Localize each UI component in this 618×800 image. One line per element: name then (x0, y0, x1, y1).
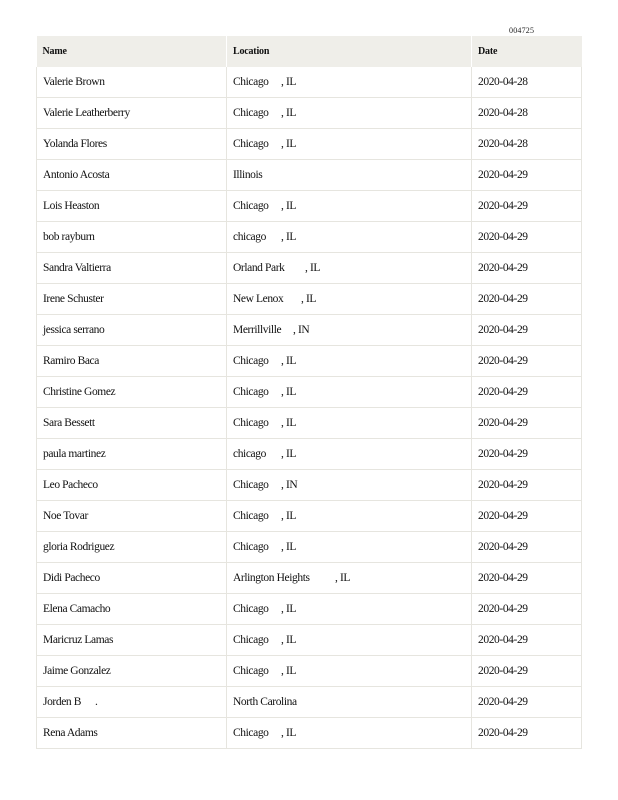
cell-name (37, 160, 227, 191)
cell-name (37, 98, 227, 129)
table-row (37, 129, 582, 160)
cell-date: 2020-04-29 (472, 501, 582, 532)
cell-location (227, 563, 472, 594)
location-city: Chicago (233, 665, 269, 677)
signer-name: gloria Rodriguez (43, 541, 115, 553)
location-state: , IL (281, 665, 297, 677)
cell-name (37, 377, 227, 408)
location-city: Chicago (233, 603, 269, 615)
cell-date: 2020-04-28 (472, 67, 582, 98)
location-state: , IN (293, 324, 310, 336)
table-row (37, 377, 582, 408)
location-state: , IL (281, 386, 297, 398)
signer-name: Christine Gomez (43, 386, 116, 398)
location-state: , IL (281, 541, 297, 553)
table-row (37, 315, 582, 346)
cell-location (227, 253, 472, 284)
table-row (37, 501, 582, 532)
cell-name (37, 625, 227, 656)
cell-name (37, 222, 227, 253)
cell-date: 2020-04-29 (472, 532, 582, 563)
location-city: Chicago (233, 200, 269, 212)
column-header-date: Date (472, 36, 582, 67)
cell-name (37, 532, 227, 563)
location-state: , IL (281, 634, 297, 646)
location-state: , IN (281, 479, 298, 491)
signer-name: paula martinez (43, 448, 106, 460)
cell-location (227, 67, 472, 98)
cell-date: 2020-04-29 (472, 594, 582, 625)
cell-name (37, 594, 227, 625)
location-city: Chicago (233, 76, 269, 88)
cell-name (37, 253, 227, 284)
location-state: , IL (301, 293, 317, 305)
cell-location (227, 532, 472, 563)
signer-name: jessica serrano (43, 324, 105, 336)
cell-location (227, 439, 472, 470)
location-city: New Lenox (233, 293, 284, 305)
location-city: Chicago (233, 138, 269, 150)
cell-name (37, 129, 227, 160)
cell-location (227, 129, 472, 160)
table-row (37, 222, 582, 253)
signature-table (36, 36, 582, 749)
cell-name (37, 687, 227, 718)
table-body (37, 67, 582, 749)
location-city: Arlington Heights (233, 572, 310, 584)
signer-name: bob rayburn (43, 231, 95, 243)
signer-name: Lois Heaston (43, 200, 100, 212)
cell-date: 2020-04-29 (472, 191, 582, 222)
table-row (37, 532, 582, 563)
signer-name: Sara Bessett (43, 417, 95, 429)
cell-location (227, 687, 472, 718)
location-city: Chicago (233, 541, 269, 553)
location-state: , IL (281, 138, 297, 150)
location-state: , IL (281, 417, 297, 429)
location-city: Chicago (233, 107, 269, 119)
cell-name (37, 191, 227, 222)
table-row (37, 191, 582, 222)
table-row (37, 656, 582, 687)
cell-date: 2020-04-29 (472, 346, 582, 377)
cell-date: 2020-04-29 (472, 315, 582, 346)
signer-name: Maricruz Lamas (43, 634, 114, 646)
table-row (37, 563, 582, 594)
cell-location (227, 656, 472, 687)
signer-name-suffix: . (95, 696, 98, 708)
cell-date: 2020-04-28 (472, 129, 582, 160)
cell-location (227, 408, 472, 439)
cell-date: 2020-04-29 (472, 718, 582, 749)
signer-name: Valerie Brown (43, 76, 105, 88)
location-state: , IL (281, 76, 297, 88)
signer-name: Rena Adams (43, 727, 98, 739)
cell-name (37, 470, 227, 501)
location-state: , IL (281, 448, 297, 460)
location-city: Chicago (233, 727, 269, 739)
table-row (37, 67, 582, 98)
cell-location (227, 315, 472, 346)
table-row (37, 625, 582, 656)
cell-location (227, 222, 472, 253)
signer-name: Irene Schuster (43, 293, 104, 305)
location-state: , IL (305, 262, 321, 274)
signer-name: Noe Tovar (43, 510, 88, 522)
signer-name: Ramiro Baca (43, 355, 99, 367)
cell-name (37, 718, 227, 749)
location-state: , IL (281, 355, 297, 367)
cell-date: 2020-04-29 (472, 284, 582, 315)
cell-date: 2020-04-29 (472, 656, 582, 687)
signer-name: Leo Pacheco (43, 479, 98, 491)
cell-location (227, 501, 472, 532)
column-header-location: Location (227, 36, 472, 67)
cell-location (227, 718, 472, 749)
location-state: , IL (281, 107, 297, 119)
table-row (37, 98, 582, 129)
cell-date: 2020-04-29 (472, 625, 582, 656)
location-city: Chicago (233, 355, 269, 367)
location-city: chicago (233, 231, 266, 243)
table-row (37, 470, 582, 501)
location-city: Chicago (233, 510, 269, 522)
table-row (37, 408, 582, 439)
cell-name (37, 439, 227, 470)
cell-name (37, 501, 227, 532)
location-city: Illinois (233, 169, 263, 181)
table-row (37, 160, 582, 191)
table-row (37, 687, 582, 718)
cell-date: 2020-04-29 (472, 563, 582, 594)
signer-name: Sandra Valtierra (43, 262, 111, 274)
location-state: , IL (281, 603, 297, 615)
location-city: Chicago (233, 386, 269, 398)
location-state: , IL (281, 510, 297, 522)
location-state: , IL (335, 572, 351, 584)
location-state: , IL (281, 727, 297, 739)
table-row (37, 284, 582, 315)
cell-date: 2020-04-29 (472, 439, 582, 470)
cell-name (37, 656, 227, 687)
cell-location (227, 625, 472, 656)
signer-name: Didi Pacheco (43, 572, 100, 584)
cell-date: 2020-04-29 (472, 408, 582, 439)
page-code: 004725 (509, 26, 535, 35)
column-header-name: Name (37, 36, 227, 67)
location-city: chicago (233, 448, 266, 460)
table-row (37, 253, 582, 284)
cell-date: 2020-04-28 (472, 98, 582, 129)
cell-location (227, 160, 472, 191)
cell-name (37, 67, 227, 98)
location-city: Chicago (233, 417, 269, 429)
cell-location (227, 377, 472, 408)
location-city: Chicago (233, 634, 269, 646)
signer-name: Yolanda Flores (43, 138, 107, 150)
cell-date: 2020-04-29 (472, 222, 582, 253)
cell-location (227, 98, 472, 129)
location-city: Orland Park (233, 262, 285, 274)
cell-date: 2020-04-29 (472, 377, 582, 408)
signer-name: Valerie Leatherberry (43, 107, 130, 119)
cell-location (227, 594, 472, 625)
cell-date: 2020-04-29 (472, 470, 582, 501)
cell-location (227, 191, 472, 222)
cell-name (37, 563, 227, 594)
cell-location (227, 470, 472, 501)
signer-name: Antonio Acosta (43, 169, 110, 181)
location-state: , IL (281, 231, 297, 243)
cell-date: 2020-04-29 (472, 160, 582, 191)
location-city: North Carolina (233, 696, 297, 708)
location-city: Chicago (233, 479, 269, 491)
location-state: , IL (281, 200, 297, 212)
cell-name (37, 315, 227, 346)
cell-date: 2020-04-29 (472, 687, 582, 718)
table-header-row (37, 36, 582, 67)
table-row (37, 346, 582, 377)
cell-location (227, 346, 472, 377)
signer-name: Jaime Gonzalez (43, 665, 111, 677)
cell-location (227, 284, 472, 315)
cell-name (37, 284, 227, 315)
cell-date: 2020-04-29 (472, 253, 582, 284)
table-row (37, 439, 582, 470)
signer-name: Elena Camacho (43, 603, 111, 615)
cell-name (37, 408, 227, 439)
cell-name (37, 346, 227, 377)
signer-name: Jorden B (43, 696, 82, 708)
table-row (37, 718, 582, 749)
table-row (37, 594, 582, 625)
location-city: Merrillville (233, 324, 282, 336)
